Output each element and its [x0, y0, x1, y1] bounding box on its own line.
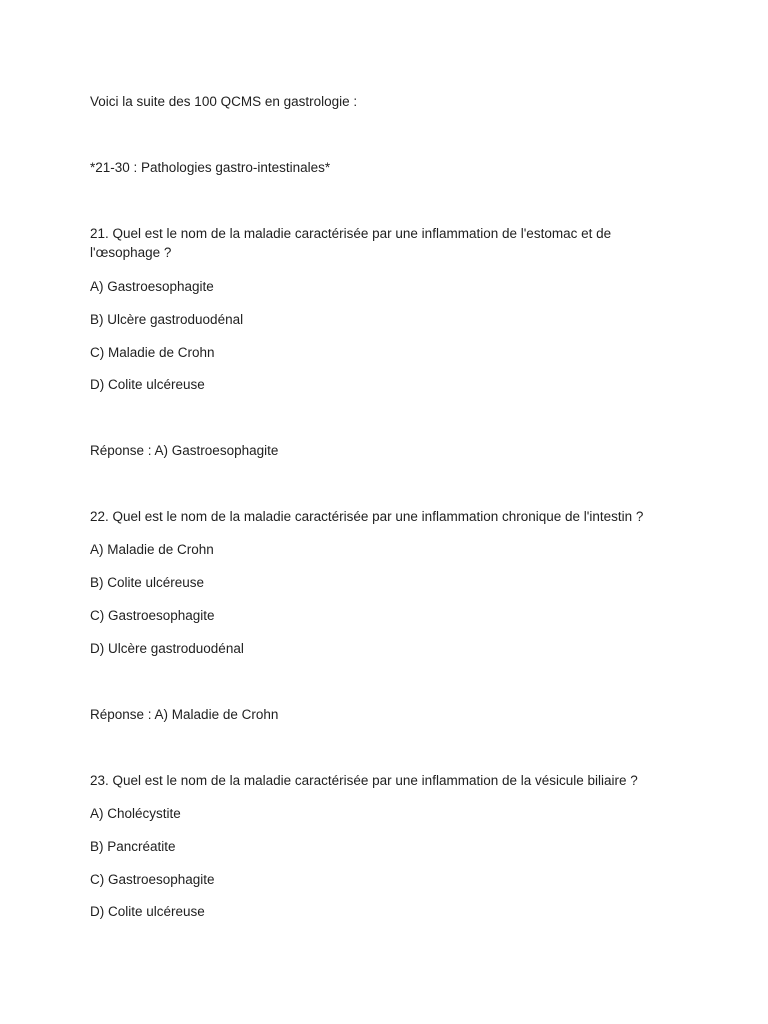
question-21-option-d: D) Colite ulcéreuse: [90, 377, 205, 392]
question-22-option-a: A) Maladie de Crohn: [90, 542, 214, 557]
question-22-option-b: B) Colite ulcéreuse: [90, 575, 205, 590]
question-23-option-c: C) Gastroesophagite: [90, 872, 215, 887]
question-22: 22. Quel est le nom de la maladie caractérisée par une inflammation chronique de l'intestin ?: [90, 509, 644, 524]
question-23-option-a: A) Cholécystite: [90, 806, 181, 821]
question-22-option-c: C) Gastroesophagite: [90, 608, 215, 623]
question-23: 23. Quel est le nom de la maladie caractérisée par une inflammation de la vésicule biliaire ?: [90, 773, 638, 788]
question-23-option-d: D) Colite ulcéreuse: [90, 904, 205, 919]
question-21-answer: Réponse : A) Gastroesophagite: [90, 443, 279, 458]
question-21: 21. Quel est le nom de la maladie caractérisée par une inflammation de l'estomac et de l'œsophage ?: [90, 226, 612, 260]
question-21-option-b: B) Ulcère gastroduodénal: [90, 312, 244, 327]
question-23-option-b: B) Pancréatite: [90, 839, 176, 854]
question-22-answer: Réponse : A) Maladie de Crohn: [90, 707, 279, 722]
question-21-option-a: A) Gastroesophagite: [90, 279, 214, 294]
section-title: *21-30 : Pathologies gastro-intestinales*: [90, 160, 331, 175]
question-21-option-c: C) Maladie de Crohn: [90, 345, 215, 360]
question-22-option-d: D) Ulcère gastroduodénal: [90, 641, 244, 656]
intro-text: Voici la suite des 100 QCMS en gastrologie :: [90, 94, 358, 109]
